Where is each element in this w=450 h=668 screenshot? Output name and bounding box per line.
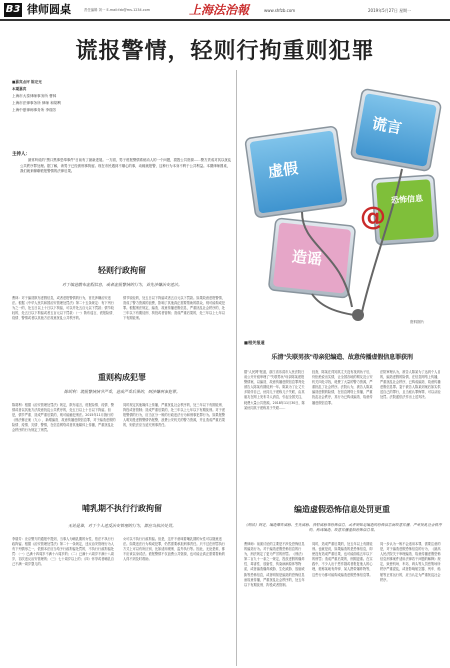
byline — [12, 79, 132, 114]
host-label: 主持人： — [12, 152, 30, 157]
host-text: 最常听说的"黑口黑事恐奉事件"日前有了最新进展。一方面，男子谎报警情系统动人的一个问题，损毁公共资源……警方责成对其以扰乱公共秩序罪处理。据了解，该男子已经被刑事拘留。现在市民遇到不顺心的事，动辄就报警，这种行为本身不利于公共利益。本期律师圆桌，我们就来聊聊谎报警情的法律后果。 — [20, 158, 232, 174]
host-box — [12, 151, 232, 216]
figure-word-huangyan: 谎言 — [370, 114, 404, 138]
byline-line: 上海中夏律师事务所 李瑞芳 — [12, 108, 57, 112]
section1-heading: 轻则行政拘留 — [98, 266, 146, 275]
related-label: ■相关报道 — [244, 340, 265, 345]
section4-col1: 曹律师：前面讨论的主要是不涉及恐怖信息的编造行为。对于编造虚假恐怖信息的行为，刑法规定了更为严厉的刑罚。《刑法》第二百九十一条之一规定，投放虚假的爆炸性、毒害性、放射性、传染病病原体等物质，或者编造爆炸威胁、生化威胁、放射威胁等恐怖信息，或者明知是编造的恐怖信息而故意传播，严重扰乱社会秩序的，处五年以下有期徒刑、拘役或者管制。 — [244, 542, 305, 587]
header-rule — [0, 19, 450, 21]
related-col3: 法院审理认为，被告人陈某为了达到个人目的，编造虚假的险情，在信息网络上传播，严重扰乱社会秩序，已构成编造、故意传播虚假信息罪。鉴于被告人陈某到案后如实供述自己的罪行，且当庭认罪悔罪，可以从轻处罚。法院遂依法作出上述判决。 — [380, 370, 441, 400]
section4-col2: 同时，造成严重后果的，处五年以上有期徒刑。也就是说，如果编造的是恐怖信息，即使没有造成严重后果，也可能面临五年以下的刑罚；造成严重后果的，刑期更重。在实践中，不少人出于恶作剧或者报复他人的心理，谎称某地有炸弹、某人携带爆炸物等，这些行为都可能构成编造虚假恐怖信息罪。 — [312, 542, 373, 577]
section1-col1: 曹林：对于编造散布虚假信息，或者虚报警情的行为，首先涉嫌治安违法。根据《中华人民共和国治安管理处罚法》第二十五条规定：有下列行为之一的，处五日以上十日以下拘留，可以并处五百元以下罚款；情节较轻的，处五日以下拘留或者五百元以下罚款：（一）散布谣言，谎报险情、疫情、警情或者以其他方法故意扰乱公共秩序的。 — [12, 296, 116, 321]
issue-date: 2019年5月27日 星期一 — [368, 8, 412, 13]
figure-word-kongbu: 恐怖信息 — [390, 193, 424, 206]
figure-word-zaoyao: 造谣 — [291, 247, 323, 269]
section2-col2: 同时规定其他媒体上传播，严重扰乱社会秩序的，处三年以下有期徒刑、拘役或者管制；造成严重后果的，处三年以上七年以下有期徒刑。对于谎报警情的行为，应当区分一般的行政违法行为和刑事犯罪行为。如果报警人明知是虚假警情仍报警，浪费公安机关的警力资源，并且造成严重后果的，则依法应当追究刑事责任。 — [123, 403, 225, 428]
section4-heading: 编造虚假恐怖信息处罚更重 — [294, 505, 390, 514]
section2-col1: 陈胡利：根据《治安管理处罚法》规定，散布谣言，谎报险情、疫情、警情或者以其他方法故意扰乱公共秩序的，处五日以上十日以下拘留。但是，情节严重、造成严重后果的，则可能触犯刑法。2015年11月施行的《刑法修正案（九）》，新增编造、故意传播虚假信息罪，对于编造虚假的险情、疫情、灾情、警情，在信息网络或者其他媒体上传播，严重扰乱社会秩序的行为规定了刑罚。 — [12, 403, 116, 433]
section-name: 律师圆桌 — [27, 3, 71, 16]
at-sign-icon: @ — [360, 202, 386, 232]
byline-line: 本期嘉宾 — [12, 87, 27, 91]
byline-line: 上海市大泰律师事务所 曹林 — [12, 94, 57, 98]
section2-heading: 重则构成犯罪 — [98, 373, 146, 382]
related-title: 乐清"失联男孩"母亲犯编造、故意传播虚假信息罪获刑 — [271, 354, 413, 361]
figure-credit: 资料图片 — [410, 320, 425, 324]
section3-col1: 李瑞芳：北京警方的通报中提到，当事人为哺乳期的女性，依法不执行行政拘留。根据《治安管理处罚法》第二十一条规定，违反治安管理行为人有下列情形之一，依照本法应当给予行政拘留处罚的，不执行行政拘留处罚：（一）已满十四周岁不满十六周岁的；（二）已满十六周岁不满十八周岁，初次违反治安管理的；（三）七十周岁以上的；（四）怀孕或者哺乳自己不满一周岁婴儿的。 — [12, 537, 114, 567]
section1-col2: 情节较轻的，处五日以下拘留或者五百元以下罚款。如果故意虚报警情，造成了警力资源的浪费，影响了其他真正需要帮助的群众，则可能构成犯罪。根据刑法规定，编造、故意传播虚假信息，严重扰乱社会秩序的，处三年以下有期徒刑、拘役或者管制；造成严重后果的，处三年以上七年以下有期徒刑。 — [123, 296, 225, 321]
section3-heading: 哺乳期不执行行政拘留 — [82, 504, 162, 513]
section4-col3: 同一步认为一般不会适用本罪，需要注意的是，对于编造虚假恐怖信息的行为，《最高人民法院关于审理编造、故意传播虚假恐怖信息刑事案件适用法律若干问题的解释》规定，致使机场、车站、码头等人员密集场所秩序严重混乱，或者影响航空器、列车、船舶等正常运行的，应当认定为严重扰乱社会秩序。 — [380, 542, 441, 582]
section4-summary: 《刑法》规定，编造爆炸威胁、生化威胁、放射威胁等恐怖信息，或者明知是编造的恐怖信息而故意传播，严重扰乱社会秩序的，构成编造、故意传播虚假恐怖信息罪。 — [244, 523, 442, 532]
editor-line: 责任编辑 刘一 E-mail:fzb@ms-1234.com — [84, 8, 151, 12]
section3-summary: 无论是谁，对于个人违反治安管理的行为，都应当依法处罚。 — [68, 523, 176, 528]
illustration — [242, 77, 442, 330]
column-divider — [236, 70, 237, 666]
headline: 谎报警情，轻则行拘重则犯罪 — [75, 39, 375, 64]
page-badge: B3 — [5, 4, 21, 15]
figure-word-xujia: 虚假 — [266, 158, 300, 181]
related-col2: 经查，陈某在得知其丈夫没有找到孩子后，仍拒绝说出实情，让全国各地的网友及公安机关四处寻找，耗费了大量的警力资源，严重扰乱了社会秩序。法院认为，被告人陈某编造虚假的险情，在信息网络上传播，严重扰乱社会秩序，其行为已构成编造、故意传播虚假信息罪。 — [312, 370, 373, 405]
page-header — [0, 0, 450, 22]
hub — [352, 309, 364, 321]
section1-summary: 对于编造散布虚假信息，或者虚报警情的行为，首先涉嫌治安违法。 — [62, 282, 182, 287]
related-col1: 据"人民网"报道，浙江省乐清市人民法院日前公开开庭审理了"失联男孩"母亲陈某谎报警情案，以编造、故意传播虚假信息罪判处被告人陈某有期徒刑一年。陈某为了让丈夫多陪伴自己，伙同儿子谎称儿子失联，由其朋友在网上发布寻人消息，引起全国关注，耗费大量公共资源。2018年11月30日，陈某伙同其子谎称其子失联…… — [244, 370, 305, 410]
web-address: www.shfzb.com — [264, 8, 296, 13]
section3-col2: 女可以不执行行政拘留。但是，这并不意味着哺乳期的女性可以随意违法。如果违法行为构成犯罪，仍然需要承担刑事责任。只不过在刑罚执行方式上可以有所区别，比如适用缓刑、监外执行等。因此，无论是谁，都不应该以身试法。谎报警情不仅浪费公共资源，也可能让真正需要帮助的人得不到及时救助。 — [123, 537, 225, 562]
byline-line: 上海市法律事务所 律师 和胡利 — [12, 101, 62, 105]
section2-summary: 陈胡利：谎报警情情节严重，造成严重后果的，则涉嫌刑事犯罪。 — [64, 389, 180, 394]
byline-line: ■嘉宾点评 陈定光 — [12, 80, 42, 84]
masthead: 上海法治報 — [189, 3, 250, 17]
